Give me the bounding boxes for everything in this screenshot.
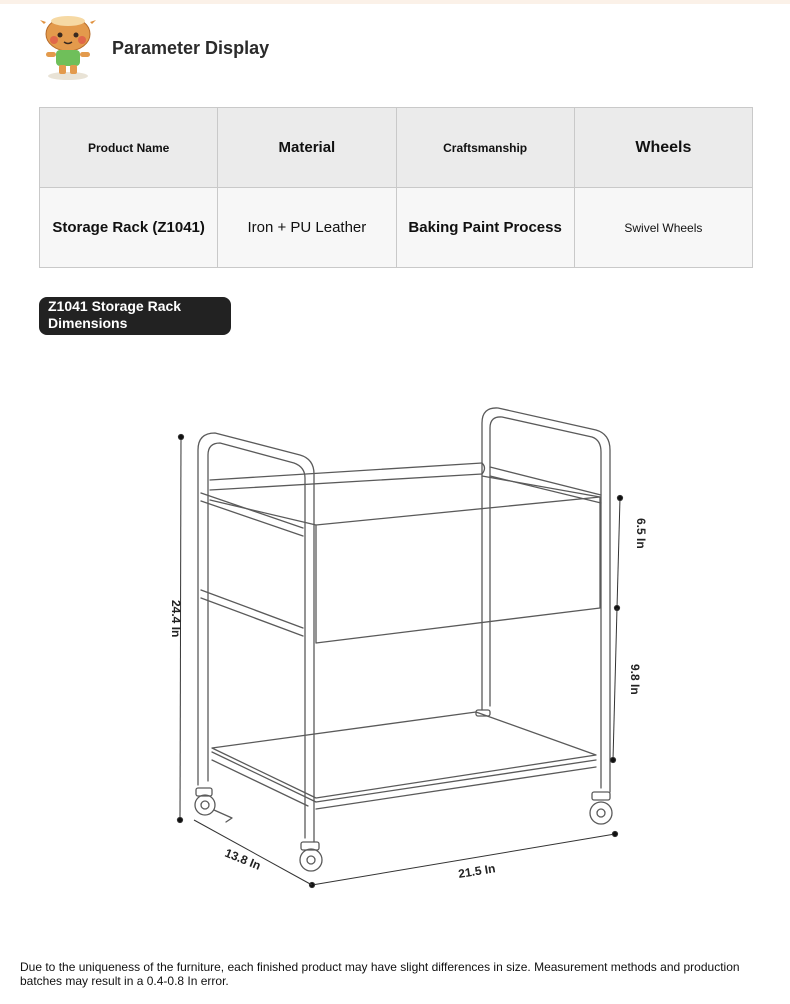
wheel-left-front <box>195 788 232 822</box>
header-product-name: Product Name <box>40 108 218 188</box>
dimension-dot <box>177 817 182 822</box>
width-label: 21.5 In <box>457 861 497 881</box>
dimensions-badge: Z1041 Storage Rack Dimensions <box>39 297 231 335</box>
value-craftsmanship: Baking Paint Process <box>396 188 574 268</box>
bottom-shelf <box>212 712 596 798</box>
leather-basket <box>316 497 600 643</box>
wheel-center-front <box>300 842 322 871</box>
storage-rack-diagram <box>0 380 790 900</box>
right-frame <box>482 408 610 792</box>
depth-label: 13.8 In <box>222 845 263 873</box>
header-wheels: Wheels <box>574 108 752 188</box>
basket-depth-dimension-line <box>617 498 620 608</box>
dimension-dot <box>178 434 183 439</box>
header-material: Material <box>218 108 396 188</box>
parameter-table <box>39 107 753 268</box>
value-wheels: Swivel Wheels <box>574 188 752 268</box>
depth-dimension-line <box>194 820 312 885</box>
dimension-dot <box>617 495 622 500</box>
disclaimer-text: Due to the uniqueness of the furniture, each finished product may have slight differences in size. Measurement methods and production batches may result in a 0.4-0.8 In error. <box>20 960 740 988</box>
basket-depth-label: 6.5 In <box>634 518 648 549</box>
shelf-gap-dimension-line <box>613 608 617 760</box>
table-row <box>40 188 753 268</box>
top-accent-line <box>0 0 790 4</box>
value-material: Iron + PU Leather <box>218 188 396 268</box>
wheel-right-back <box>590 792 612 824</box>
mascot-icon <box>36 10 100 82</box>
page-title: Parameter Display <box>112 38 270 58</box>
dimension-dot <box>610 757 615 762</box>
shelf-gap-label: 9.8 In <box>628 664 642 695</box>
dimension-dot <box>612 831 617 836</box>
height-label: 24.4 In <box>169 600 183 638</box>
table-header-row <box>40 108 753 188</box>
value-product-name: Storage Rack (Z1041) <box>40 188 218 268</box>
header-craftsmanship: Craftsmanship <box>396 108 574 188</box>
